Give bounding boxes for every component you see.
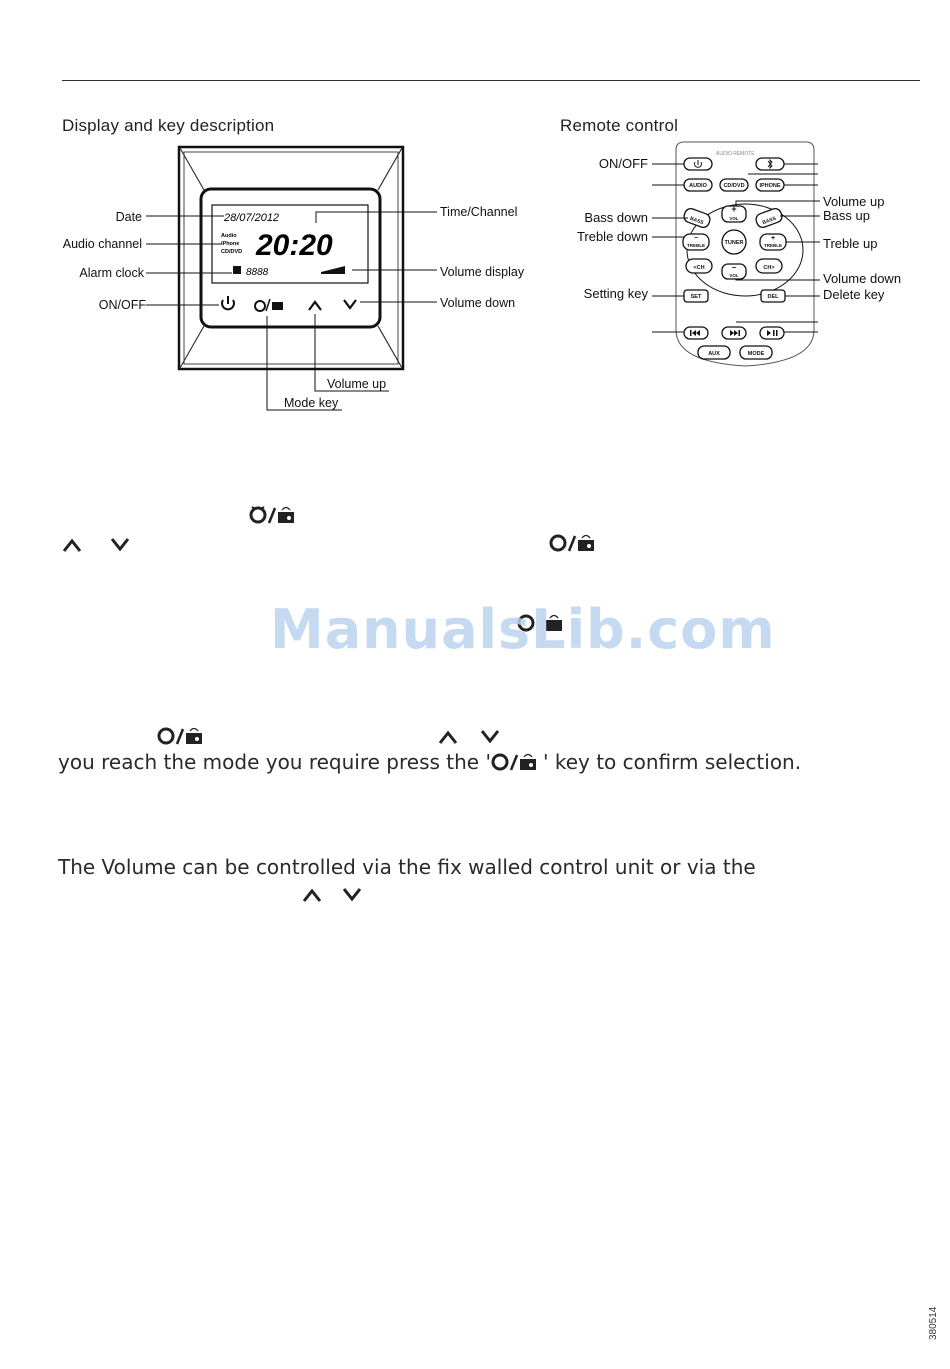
down-arrow-icon	[344, 889, 360, 899]
body-line-volume: The Volume can be controlled via the fix walled control unit or via the	[58, 855, 756, 879]
remote-cddvd-label: CD/DVD	[723, 183, 745, 189]
remote-treble-up-label: TREBLE	[764, 243, 782, 248]
remote-bass-up-label: BASS	[761, 215, 777, 227]
remote-label-delete-key: Delete key	[823, 287, 885, 302]
remote-treble-down-label: TREBLE	[687, 243, 705, 248]
label-time-channel: Time/Channel	[440, 205, 518, 219]
remote-play-pause-button[interactable]	[760, 327, 784, 339]
remote-control-diagram	[0, 0, 950, 430]
label-audio-channel: Audio channel	[62, 237, 142, 251]
section-heading-remote: Remote control	[560, 116, 679, 135]
label-mode-key: Mode key	[284, 396, 339, 410]
remote-label-volume-up: Volume up	[823, 194, 885, 209]
section-heading-display: Display and key description	[62, 116, 275, 135]
watermark: ManualsLib.com	[270, 598, 776, 661]
body-line-mode-confirm	[58, 750, 801, 774]
remote-ch-left-label: <CH	[693, 265, 705, 271]
down-arrow-icon	[112, 539, 128, 549]
remote-label-bass-down: Bass down	[584, 210, 648, 225]
label-volume-down: Volume down	[440, 296, 516, 310]
label-volume-up: Volume up	[327, 377, 387, 391]
remote-label-setting-key: Setting key	[583, 286, 648, 301]
remote-label-on-off: ON/OFF	[598, 156, 648, 171]
remote-aux-label: AUX	[708, 351, 720, 357]
svg-text:+: +	[770, 235, 776, 242]
lcd-audio-label-2: iPhone	[221, 241, 240, 247]
lcd-date: 28/07/2012	[224, 212, 280, 224]
lcd-audio-label-3: CD/DVD	[221, 249, 243, 255]
label-volume-display: Volume display	[440, 265, 525, 279]
mode-icon	[159, 729, 202, 745]
up-arrow-icon	[64, 541, 80, 551]
remote-mode-label: MODE	[747, 351, 765, 357]
down-arrow-icon	[482, 731, 498, 741]
remote-label-treble-up: Treble up	[823, 236, 878, 251]
mode-icon	[491, 750, 543, 772]
svg-text:−: −	[693, 235, 699, 242]
remote-label-bass-up: Bass up	[823, 208, 870, 223]
label-alarm-clock: Alarm clock	[79, 266, 144, 280]
remote-label-treble-down: Treble down	[576, 229, 648, 244]
remote-bass-down-label: BASS	[689, 215, 705, 227]
label-date: Date	[115, 210, 142, 224]
lcd-alarm-digits: 8888	[246, 267, 269, 278]
svg-text:−: −	[731, 263, 737, 272]
up-arrow-icon	[440, 733, 456, 743]
remote-ch-right-label: CH>	[763, 265, 775, 271]
inline-icons-layer	[0, 490, 950, 910]
lcd-time: 20:20	[256, 229, 333, 262]
remote-label-volume-down: Volume down	[823, 271, 902, 286]
lcd-audio-label-1: Audio	[221, 233, 237, 239]
remote-iphone-label: IPHONE	[759, 183, 781, 189]
svg-text:+: +	[731, 204, 737, 214]
remote-set-label: SET	[690, 294, 702, 300]
mode-icon	[251, 507, 294, 523]
label-on-off: ON/OFF	[98, 298, 146, 312]
document-id: 380514	[928, 1306, 939, 1340]
remote-vol-down-label: VOL	[729, 273, 739, 278]
remote-header-text: AUDIO REMOTE	[716, 151, 755, 157]
body-text-end: ' key to confirm selection.	[542, 750, 802, 774]
body-text: you reach the mode you require press the '	[58, 750, 491, 774]
remote-audio-label: AUDIO	[689, 183, 707, 189]
up-arrow-icon	[304, 891, 320, 901]
remote-del-label: DEL	[767, 294, 779, 300]
remote-vol-up-label: VOL	[729, 216, 739, 221]
mode-icon	[551, 536, 594, 552]
remote-tuner-label: TUNER	[724, 240, 744, 246]
